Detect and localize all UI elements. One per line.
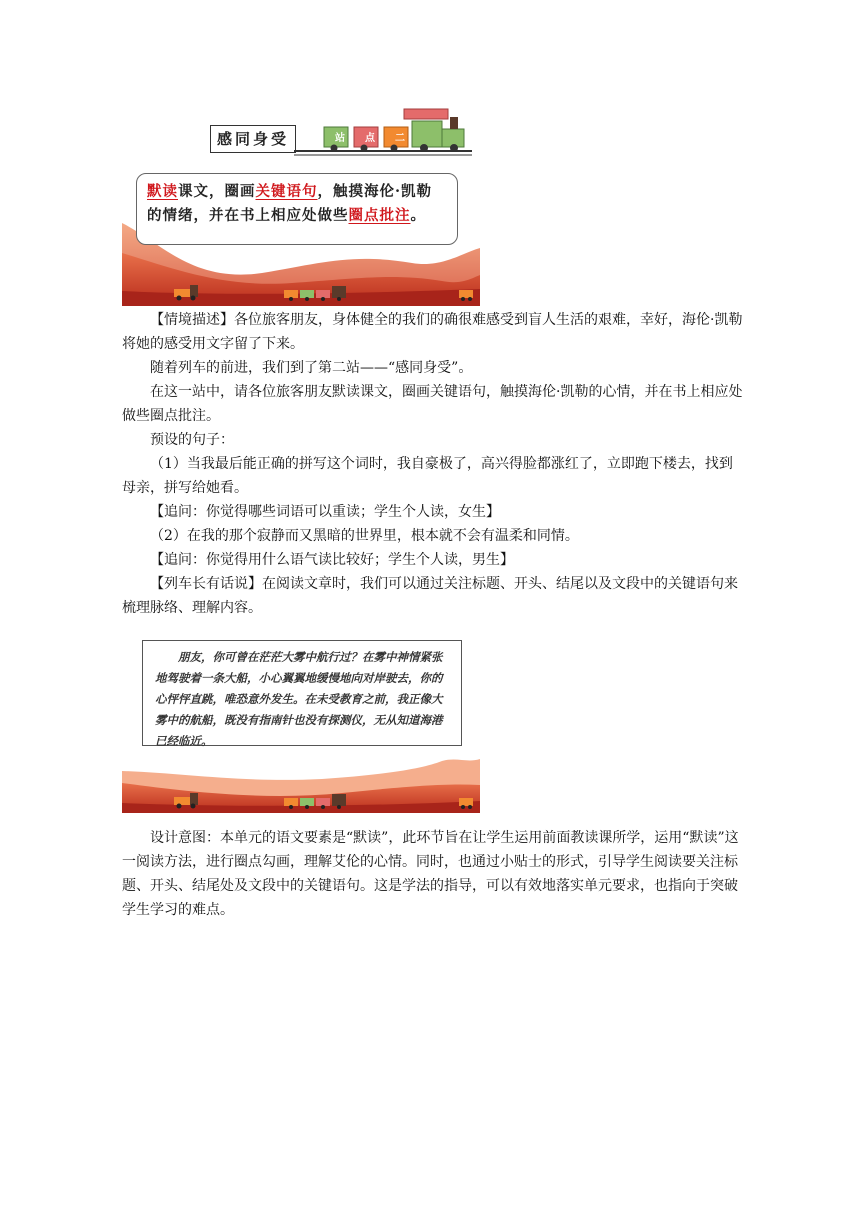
slide-title: 感同身受	[210, 125, 296, 153]
small-train-icon	[172, 791, 202, 809]
highlight-text: 圈点批注	[348, 207, 411, 224]
train-label: 点	[365, 133, 375, 144]
paragraph: 在这一站中，请各位旅客朋友默读课文，圈画关键语句，触摸海伦·凯勒的心情，并在书上相应处做些圈点批注。	[122, 384, 743, 424]
station-train-icon	[294, 105, 474, 157]
paragraph: 【追问：你觉得哪些词语可以重读；学生个人读，女生】	[150, 504, 500, 520]
small-train-icon	[282, 286, 352, 302]
slide-image-1	[122, 103, 480, 306]
paragraph: 随着列车的前进，我们到了第二站——“感同身受”。	[150, 360, 473, 376]
slide-image-2	[122, 633, 480, 813]
task-instruction	[136, 173, 458, 245]
paragraph: 预设的句子：	[150, 432, 234, 448]
train-label: 站	[335, 133, 345, 144]
small-train-icon	[172, 283, 202, 301]
paragraph: （1）当我最后能正确的拼写这个词时，我自豪极了，高兴得脸都涨红了，立即跑下楼去，找到母亲，拼写给她看。	[122, 456, 733, 496]
highlight-text: 关键语句	[255, 183, 318, 200]
highlight-text: 默读	[147, 183, 178, 200]
paragraph: 【列车长有话说】在阅读文章时，我们可以通过关注标题、开头、结尾以及文段中的关键语句来梳理脉络、理解内容。	[122, 576, 738, 616]
quote-passage: 朋友，你可曾在茫茫大雾中航行过？在雾中神情紧张地驾驶着一条大船，小心翼翼地缓慢地向对岸驶去，你的心怦怦直跳，唯恐意外发生。在未受教育之前，我正像大雾中的航船，既没有指南针也没有探测仪，无从知道海港已经临近。	[142, 640, 462, 746]
instruction-text: 课文，圈画	[178, 183, 256, 200]
instruction-text: ，触摸海伦·凯勒的情绪，并在书上相应处做些	[147, 183, 433, 224]
paragraph: 【追问：你觉得用什么语气读比较好；学生个人读，男生】	[150, 552, 514, 568]
train-label: 二	[395, 133, 405, 144]
design-intent-paragraph: 设计意图：本单元的语文要素是“默读”，此环节旨在让学生运用前面教读课所学，运用“默读”这一阅读方法，进行圈点勾画，理解艾伦的心情。同时，也通过小贴士的形式，引导学生阅读要关注标题、开头、结尾处及文段中的关键语句。这是学法的指导，可以有效地落实单元要求，也指向于突破学生学习的难点。	[122, 830, 739, 918]
small-train-icon	[457, 794, 477, 810]
small-train-icon	[282, 794, 352, 810]
instruction-text: 。	[410, 207, 426, 224]
paragraph: （2）在我的那个寂静而又黑暗的世界里，根本就不会有温柔和同情。	[150, 528, 579, 544]
paragraph: 【情境描述】各位旅客朋友，身体健全的我们的确很难感受到盲人生活的艰难，幸好，海伦·凯勒将她的感受用文字留了下来。	[122, 312, 743, 352]
small-train-icon	[457, 286, 477, 302]
